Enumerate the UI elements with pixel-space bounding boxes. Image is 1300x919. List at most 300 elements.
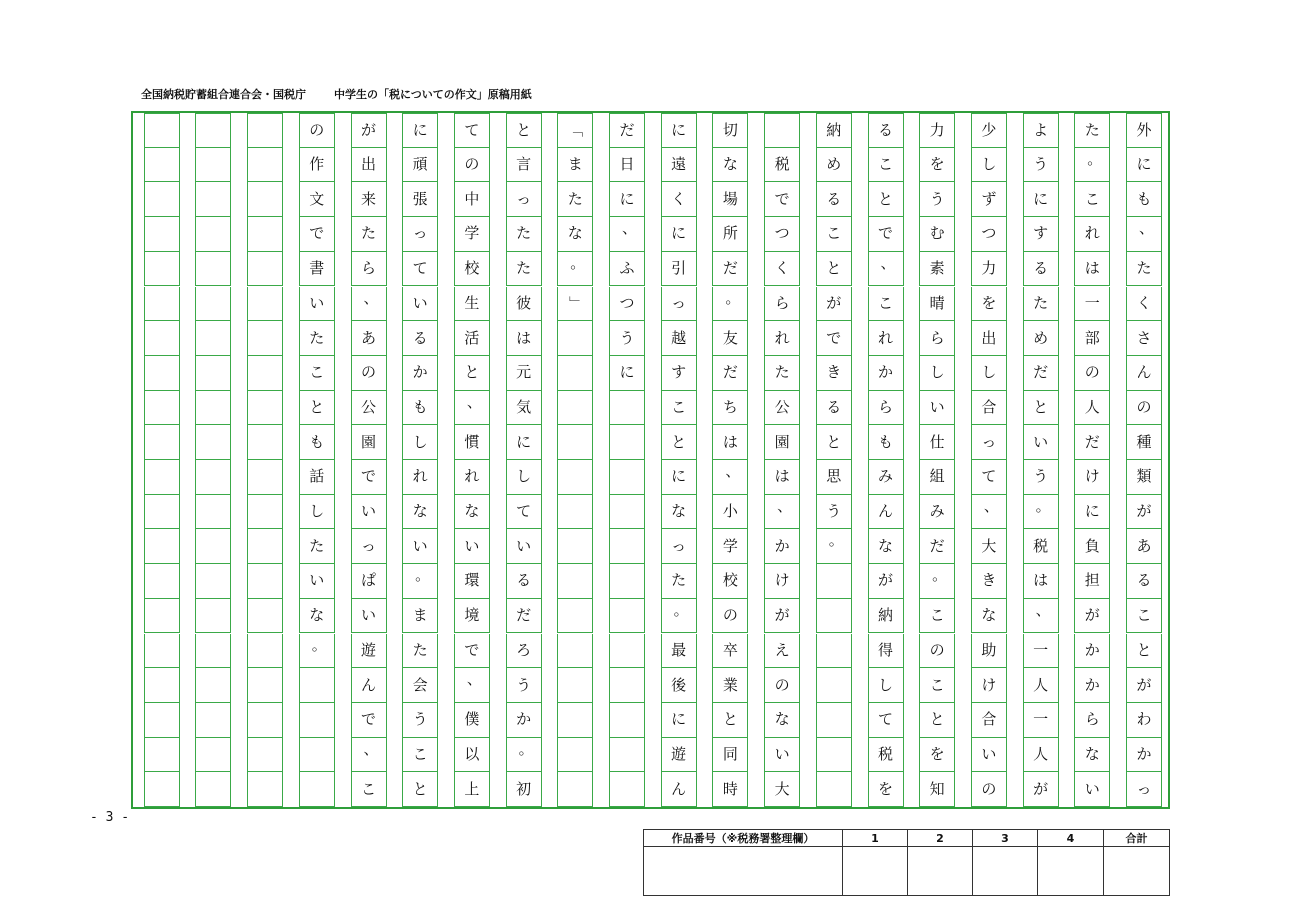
manuscript-cell: 、 (868, 252, 904, 287)
manuscript-cell (247, 529, 283, 564)
manuscript-grid (131, 111, 1170, 809)
manuscript-cell (144, 634, 180, 669)
manuscript-cell: な (454, 495, 490, 530)
manuscript-cell: に (661, 113, 697, 148)
manuscript-cell (247, 703, 283, 738)
manuscript-cell (247, 356, 283, 391)
manuscript-cell: と (816, 252, 852, 287)
manuscript-cell: こ (919, 668, 955, 703)
manuscript-cell: う (1023, 460, 1059, 495)
manuscript-cell (609, 668, 645, 703)
manuscript-cell (195, 182, 231, 217)
manuscript-cell (247, 772, 283, 807)
manuscript-cell: が (764, 599, 800, 634)
manuscript-cell: 少 (971, 113, 1007, 148)
manuscript-cell: 税 (764, 148, 800, 183)
manuscript-column (506, 113, 542, 807)
manuscript-cell: ふ (609, 252, 645, 287)
manuscript-cell: 種 (1126, 425, 1162, 460)
manuscript-cell: の (971, 772, 1007, 807)
manuscript-cell: が (1126, 495, 1162, 530)
manuscript-cell: 類 (1126, 460, 1162, 495)
manuscript-cell: た (299, 529, 335, 564)
manuscript-cell: 、 (1126, 217, 1162, 252)
manuscript-cell: し (506, 460, 542, 495)
manuscript-cell: ぱ (351, 564, 387, 599)
manuscript-cell: 卒 (712, 634, 748, 669)
manuscript-cell: れ (764, 321, 800, 356)
manuscript-cell (247, 634, 283, 669)
manuscript-cell: 遠 (661, 148, 697, 183)
manuscript-cell: す (1023, 217, 1059, 252)
manuscript-cell: 一 (1074, 287, 1110, 322)
manuscript-cell: い (1074, 772, 1110, 807)
manuscript-column (557, 113, 593, 807)
manuscript-cell (195, 738, 231, 773)
manuscript-cell: 後 (661, 668, 697, 703)
manuscript-cell: だ (1023, 356, 1059, 391)
manuscript-cell (144, 772, 180, 807)
manuscript-cell: 園 (764, 425, 800, 460)
manuscript-cell: ら (351, 252, 387, 287)
manuscript-cell: 上 (454, 772, 490, 807)
manuscript-cell: く (1126, 287, 1162, 322)
manuscript-cell (144, 599, 180, 634)
manuscript-cell (557, 529, 593, 564)
manuscript-cell (299, 703, 335, 738)
manuscript-cell: だ (712, 356, 748, 391)
manuscript-column (299, 113, 335, 807)
manuscript-cell: 税 (868, 738, 904, 773)
manuscript-cell (144, 148, 180, 183)
manuscript-cell: 、 (764, 495, 800, 530)
manuscript-cell: に (661, 703, 697, 738)
manuscript-cell: 、 (351, 287, 387, 322)
manuscript-cell: な (764, 703, 800, 738)
manuscript-column (868, 113, 904, 807)
manuscript-cell: ま (557, 148, 593, 183)
manuscript-cell: て (868, 703, 904, 738)
manuscript-cell: 。 (402, 564, 438, 599)
manuscript-cell: 。 (1074, 148, 1110, 183)
manuscript-cell: の (1074, 356, 1110, 391)
manuscript-cell: て (971, 460, 1007, 495)
manuscript-cell (247, 425, 283, 460)
manuscript-cell: わ (1126, 703, 1162, 738)
manuscript-cell: 人 (1074, 391, 1110, 426)
manuscript-cell: た (1074, 113, 1110, 148)
manuscript-cell (195, 599, 231, 634)
manuscript-cell: 作 (299, 148, 335, 183)
manuscript-cell: ら (764, 287, 800, 322)
manuscript-cell: 素 (919, 252, 955, 287)
manuscript-cell: 書 (299, 252, 335, 287)
manuscript-cell: 担 (1074, 564, 1110, 599)
manuscript-cell: う (816, 495, 852, 530)
manuscript-cell (247, 495, 283, 530)
manuscript-cell: み (868, 460, 904, 495)
score-cell-1 (843, 847, 908, 896)
manuscript-cell: 、 (609, 217, 645, 252)
manuscript-cell (816, 634, 852, 669)
manuscript-cell: で (299, 217, 335, 252)
manuscript-cell (195, 148, 231, 183)
manuscript-cell: た (1023, 287, 1059, 322)
manuscript-cell: 納 (868, 599, 904, 634)
manuscript-cell (195, 391, 231, 426)
manuscript-cell (299, 738, 335, 773)
manuscript-cell: だ (1074, 425, 1110, 460)
manuscript-cell: 納 (816, 113, 852, 148)
manuscript-cell (195, 495, 231, 530)
manuscript-cell (195, 321, 231, 356)
manuscript-cell: く (764, 252, 800, 287)
manuscript-cell: 活 (454, 321, 490, 356)
manuscript-cell (144, 182, 180, 217)
manuscript-cell: 一 (1023, 703, 1059, 738)
manuscript-cell (144, 703, 180, 738)
manuscript-cell: 中 (454, 182, 490, 217)
manuscript-cell: こ (868, 287, 904, 322)
manuscript-cell (247, 113, 283, 148)
entry-number-cell (644, 847, 843, 896)
manuscript-cell: し (971, 356, 1007, 391)
manuscript-cell: で (454, 634, 490, 669)
manuscript-cell: 慣 (454, 425, 490, 460)
manuscript-cell: 言 (506, 148, 542, 183)
manuscript-cell: な (557, 217, 593, 252)
manuscript-cell: が (351, 113, 387, 148)
manuscript-cell: あ (1126, 529, 1162, 564)
manuscript-cell: に (609, 182, 645, 217)
manuscript-cell (144, 252, 180, 287)
manuscript-cell (609, 634, 645, 669)
manuscript-cell: 来 (351, 182, 387, 217)
manuscript-cell: う (919, 182, 955, 217)
manuscript-cell: む (919, 217, 955, 252)
manuscript-cell (557, 321, 593, 356)
manuscript-cell (247, 460, 283, 495)
manuscript-cell (195, 425, 231, 460)
manuscript-cell: た (351, 217, 387, 252)
manuscript-cell: 人 (1023, 738, 1059, 773)
manuscript-cell: で (351, 460, 387, 495)
manuscript-cell: も (299, 425, 335, 460)
manuscript-cell (144, 668, 180, 703)
manuscript-cell: れ (454, 460, 490, 495)
manuscript-cell: で (764, 182, 800, 217)
manuscript-cell (764, 113, 800, 148)
manuscript-cell: 仕 (919, 425, 955, 460)
manuscript-cell: も (402, 391, 438, 426)
manuscript-cell: だ (609, 113, 645, 148)
manuscript-cell (195, 287, 231, 322)
manuscript-cell: 外 (1126, 113, 1162, 148)
manuscript-cell: う (1023, 148, 1059, 183)
manuscript-cell: 人 (1023, 668, 1059, 703)
manuscript-cell (247, 287, 283, 322)
manuscript-cell: と (402, 772, 438, 807)
score-cell-3 (973, 847, 1038, 896)
manuscript-cell (144, 321, 180, 356)
manuscript-cell: め (1023, 321, 1059, 356)
manuscript-cell: 。 (506, 738, 542, 773)
manuscript-cell: を (919, 148, 955, 183)
manuscript-cell: に (1023, 182, 1059, 217)
manuscript-cell: か (1126, 738, 1162, 773)
manuscript-cell: 業 (712, 668, 748, 703)
manuscript-cell: 場 (712, 182, 748, 217)
manuscript-cell (557, 391, 593, 426)
manuscript-cell: と (868, 182, 904, 217)
manuscript-cell: よ (1023, 113, 1059, 148)
manuscript-cell: る (402, 321, 438, 356)
manuscript-cell: で (816, 321, 852, 356)
manuscript-cell (247, 182, 283, 217)
manuscript-cell: 環 (454, 564, 490, 599)
manuscript-cell: っ (661, 529, 697, 564)
manuscript-cell: 、 (712, 460, 748, 495)
manuscript-cell: こ (402, 738, 438, 773)
manuscript-cell (609, 599, 645, 634)
manuscript-cell: と (299, 391, 335, 426)
total-cell (1104, 847, 1170, 896)
manuscript-cell: て (454, 113, 490, 148)
manuscript-cell: ち (712, 391, 748, 426)
manuscript-cell (195, 529, 231, 564)
manuscript-cell (195, 772, 231, 807)
manuscript-cell: な (868, 529, 904, 564)
manuscript-cell: え (764, 634, 800, 669)
manuscript-cell: を (919, 738, 955, 773)
manuscript-cell (609, 703, 645, 738)
manuscript-cell: 張 (402, 182, 438, 217)
manuscript-cell: れ (402, 460, 438, 495)
manuscript-cell: け (971, 668, 1007, 703)
manuscript-cell (144, 391, 180, 426)
manuscript-cell: れ (868, 321, 904, 356)
manuscript-cell (299, 668, 335, 703)
manuscript-cell: こ (661, 391, 697, 426)
manuscript-cell: ま (402, 599, 438, 634)
manuscript-cell: い (919, 391, 955, 426)
manuscript-cell: し (299, 495, 335, 530)
manuscript-cell (195, 252, 231, 287)
manuscript-cell: ら (868, 391, 904, 426)
manuscript-cell: 時 (712, 772, 748, 807)
manuscript-cell (195, 564, 231, 599)
manuscript-cell: は (1023, 564, 1059, 599)
manuscript-cell: き (971, 564, 1007, 599)
manuscript-cell: 出 (351, 148, 387, 183)
manuscript-cell: る (868, 113, 904, 148)
manuscript-cell (816, 703, 852, 738)
manuscript-cell (144, 113, 180, 148)
manuscript-cell: 大 (971, 529, 1007, 564)
manuscript-cell: て (402, 252, 438, 287)
score-cell-4 (1038, 847, 1104, 896)
manuscript-cell (557, 564, 593, 599)
manuscript-cell: な (402, 495, 438, 530)
manuscript-cell: だ (919, 529, 955, 564)
manuscript-cell: が (1126, 668, 1162, 703)
manuscript-cell: 所 (712, 217, 748, 252)
manuscript-cell: つ (971, 217, 1007, 252)
manuscript-column (661, 113, 697, 807)
manuscript-cell (144, 425, 180, 460)
manuscript-cell: に (609, 356, 645, 391)
manuscript-cell: ん (661, 772, 697, 807)
manuscript-cell: 、 (1023, 599, 1059, 634)
score-table-header-row (644, 830, 1170, 847)
manuscript-column (816, 113, 852, 807)
manuscript-cell: 知 (919, 772, 955, 807)
total-header: 合計 (1104, 830, 1170, 847)
manuscript-cell: た (506, 252, 542, 287)
manuscript-cell: 校 (454, 252, 490, 287)
manuscript-cell: は (712, 425, 748, 460)
manuscript-cell (247, 738, 283, 773)
manuscript-cell: ず (971, 182, 1007, 217)
manuscript-cell: さ (1126, 321, 1162, 356)
manuscript-cell: こ (816, 217, 852, 252)
manuscript-cell: 遊 (661, 738, 697, 773)
manuscript-column (247, 113, 283, 807)
manuscript-column (454, 113, 490, 807)
manuscript-cell: っ (351, 529, 387, 564)
manuscript-cell: 力 (919, 113, 955, 148)
manuscript-cell: 引 (661, 252, 697, 287)
manuscript-column (402, 113, 438, 807)
manuscript-cell: 負 (1074, 529, 1110, 564)
manuscript-cell: う (506, 668, 542, 703)
manuscript-cell: か (402, 356, 438, 391)
manuscript-cell: あ (351, 321, 387, 356)
score-header-1: 1 (843, 830, 908, 847)
manuscript-cell: 公 (764, 391, 800, 426)
manuscript-cell: 頑 (402, 148, 438, 183)
score-header-2: 2 (908, 830, 973, 847)
manuscript-cell: 、 (971, 495, 1007, 530)
manuscript-cell: 助 (971, 634, 1007, 669)
manuscript-cell (247, 564, 283, 599)
manuscript-cell (609, 391, 645, 426)
manuscript-cell: 、 (351, 738, 387, 773)
manuscript-cell (557, 495, 593, 530)
manuscript-cell (816, 772, 852, 807)
manuscript-cell: 越 (661, 321, 697, 356)
manuscript-cell: 「 (557, 113, 593, 148)
manuscript-cell: を (868, 772, 904, 807)
manuscript-cell: 同 (712, 738, 748, 773)
manuscript-cell (144, 460, 180, 495)
manuscript-cell: つ (609, 287, 645, 322)
manuscript-cell: は (764, 460, 800, 495)
manuscript-cell: と (1126, 634, 1162, 669)
manuscript-cell: 晴 (919, 287, 955, 322)
manuscript-cell: 。 (661, 599, 697, 634)
manuscript-cell: い (402, 287, 438, 322)
manuscript-cell (816, 738, 852, 773)
manuscript-cell: れ (1074, 217, 1110, 252)
manuscript-column (609, 113, 645, 807)
manuscript-cell: 学 (454, 217, 490, 252)
manuscript-cell (557, 356, 593, 391)
manuscript-cell: に (1126, 148, 1162, 183)
manuscript-cell: こ (919, 599, 955, 634)
manuscript-cell: 。 (919, 564, 955, 599)
manuscript-cell: に (402, 113, 438, 148)
manuscript-cell: か (1074, 668, 1110, 703)
manuscript-cell: た (764, 356, 800, 391)
manuscript-cell: が (816, 287, 852, 322)
manuscript-cell (144, 738, 180, 773)
manuscript-cell: て (506, 495, 542, 530)
manuscript-cell (144, 287, 180, 322)
manuscript-cell (557, 738, 593, 773)
manuscript-cell: っ (971, 425, 1007, 460)
manuscript-cell: 友 (712, 321, 748, 356)
manuscript-cell: っ (506, 182, 542, 217)
manuscript-cell (247, 599, 283, 634)
manuscript-cell: い (1023, 425, 1059, 460)
manuscript-cell: こ (351, 772, 387, 807)
manuscript-cell: 会 (402, 668, 438, 703)
manuscript-cell: た (1126, 252, 1162, 287)
manuscript-cell: た (661, 564, 697, 599)
manuscript-cell: 大 (764, 772, 800, 807)
manuscript-cell: に (506, 425, 542, 460)
manuscript-cell: が (868, 564, 904, 599)
manuscript-cell: だ (712, 252, 748, 287)
manuscript-cell: か (764, 529, 800, 564)
manuscript-cell: は (506, 321, 542, 356)
manuscript-cell: 境 (454, 599, 490, 634)
manuscript-cell: う (402, 703, 438, 738)
manuscript-cell: た (557, 182, 593, 217)
manuscript-cell (816, 599, 852, 634)
manuscript-cell (144, 495, 180, 530)
manuscript-cell: 組 (919, 460, 955, 495)
manuscript-cell: の (712, 599, 748, 634)
manuscript-cell: 、 (454, 668, 490, 703)
manuscript-cell: 校 (712, 564, 748, 599)
manuscript-cell: 初 (506, 772, 542, 807)
manuscript-cell: た (506, 217, 542, 252)
manuscript-cell (557, 668, 593, 703)
manuscript-cell: ら (919, 321, 955, 356)
manuscript-cell (195, 356, 231, 391)
manuscript-cell: と (1023, 391, 1059, 426)
manuscript-cell: に (661, 460, 697, 495)
manuscript-column (1074, 113, 1110, 807)
manuscript-cell (195, 703, 231, 738)
manuscript-cell: 文 (299, 182, 335, 217)
manuscript-column (144, 113, 180, 807)
manuscript-cell: 切 (712, 113, 748, 148)
manuscript-cell (195, 668, 231, 703)
manuscript-cell: け (1074, 460, 1110, 495)
manuscript-cell: 彼 (506, 287, 542, 322)
manuscript-cell: な (661, 495, 697, 530)
manuscript-cell (195, 113, 231, 148)
manuscript-cell: で (351, 703, 387, 738)
manuscript-cell: い (351, 599, 387, 634)
manuscript-cell: こ (1074, 182, 1110, 217)
manuscript-cell: い (299, 287, 335, 322)
manuscript-cell: う (609, 321, 645, 356)
manuscript-cell (144, 529, 180, 564)
